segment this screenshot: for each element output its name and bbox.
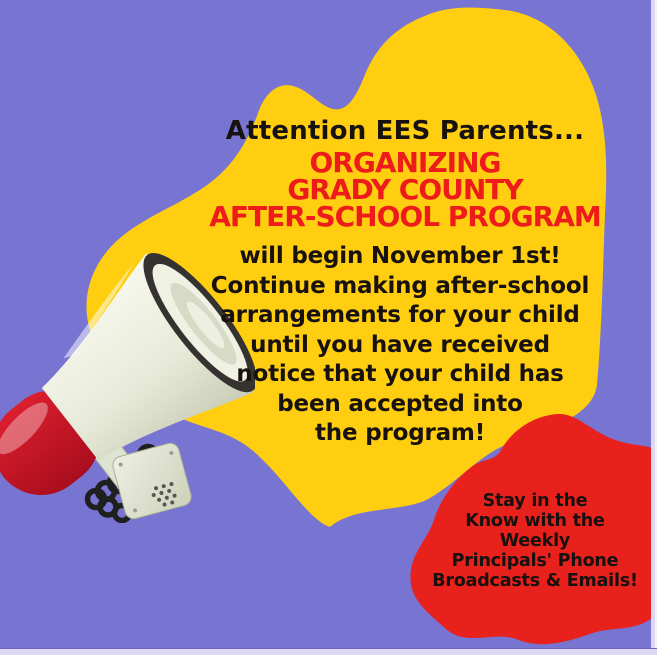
body-line-6: been accepted into [277,390,523,417]
headline-line-2: GRADY COUNTY [287,173,523,206]
body-line-1: will begin November 1st! [239,243,561,269]
body-line-3: arrangements for your child [220,302,580,328]
bottom-border [0,648,657,655]
badge-line-2: Know with the [465,511,605,531]
badge-line-5: Broadcasts & Emails! [432,571,638,591]
headline-line-3: AFTER-SCHOOL PROGRAM [209,200,601,233]
attention-heading: Attention EES Parents... [225,116,585,146]
body-line-7: the program! [315,420,485,446]
right-border [651,0,657,655]
badge-line-4: Principals' Phone [451,551,619,571]
body-line-5: notice that your child has [236,361,564,387]
badge-line-1: Stay in the [482,491,588,511]
badge-line-3: Weekly [499,531,571,551]
body-line-4: until you have received [250,331,550,358]
body-line-2: Continue making after-school [210,272,590,299]
announcement-body [150,242,650,449]
headline-line-1: ORGANIZING [309,146,501,179]
stay-in-the-know-badge [405,491,657,591]
program-headline [145,146,657,233]
